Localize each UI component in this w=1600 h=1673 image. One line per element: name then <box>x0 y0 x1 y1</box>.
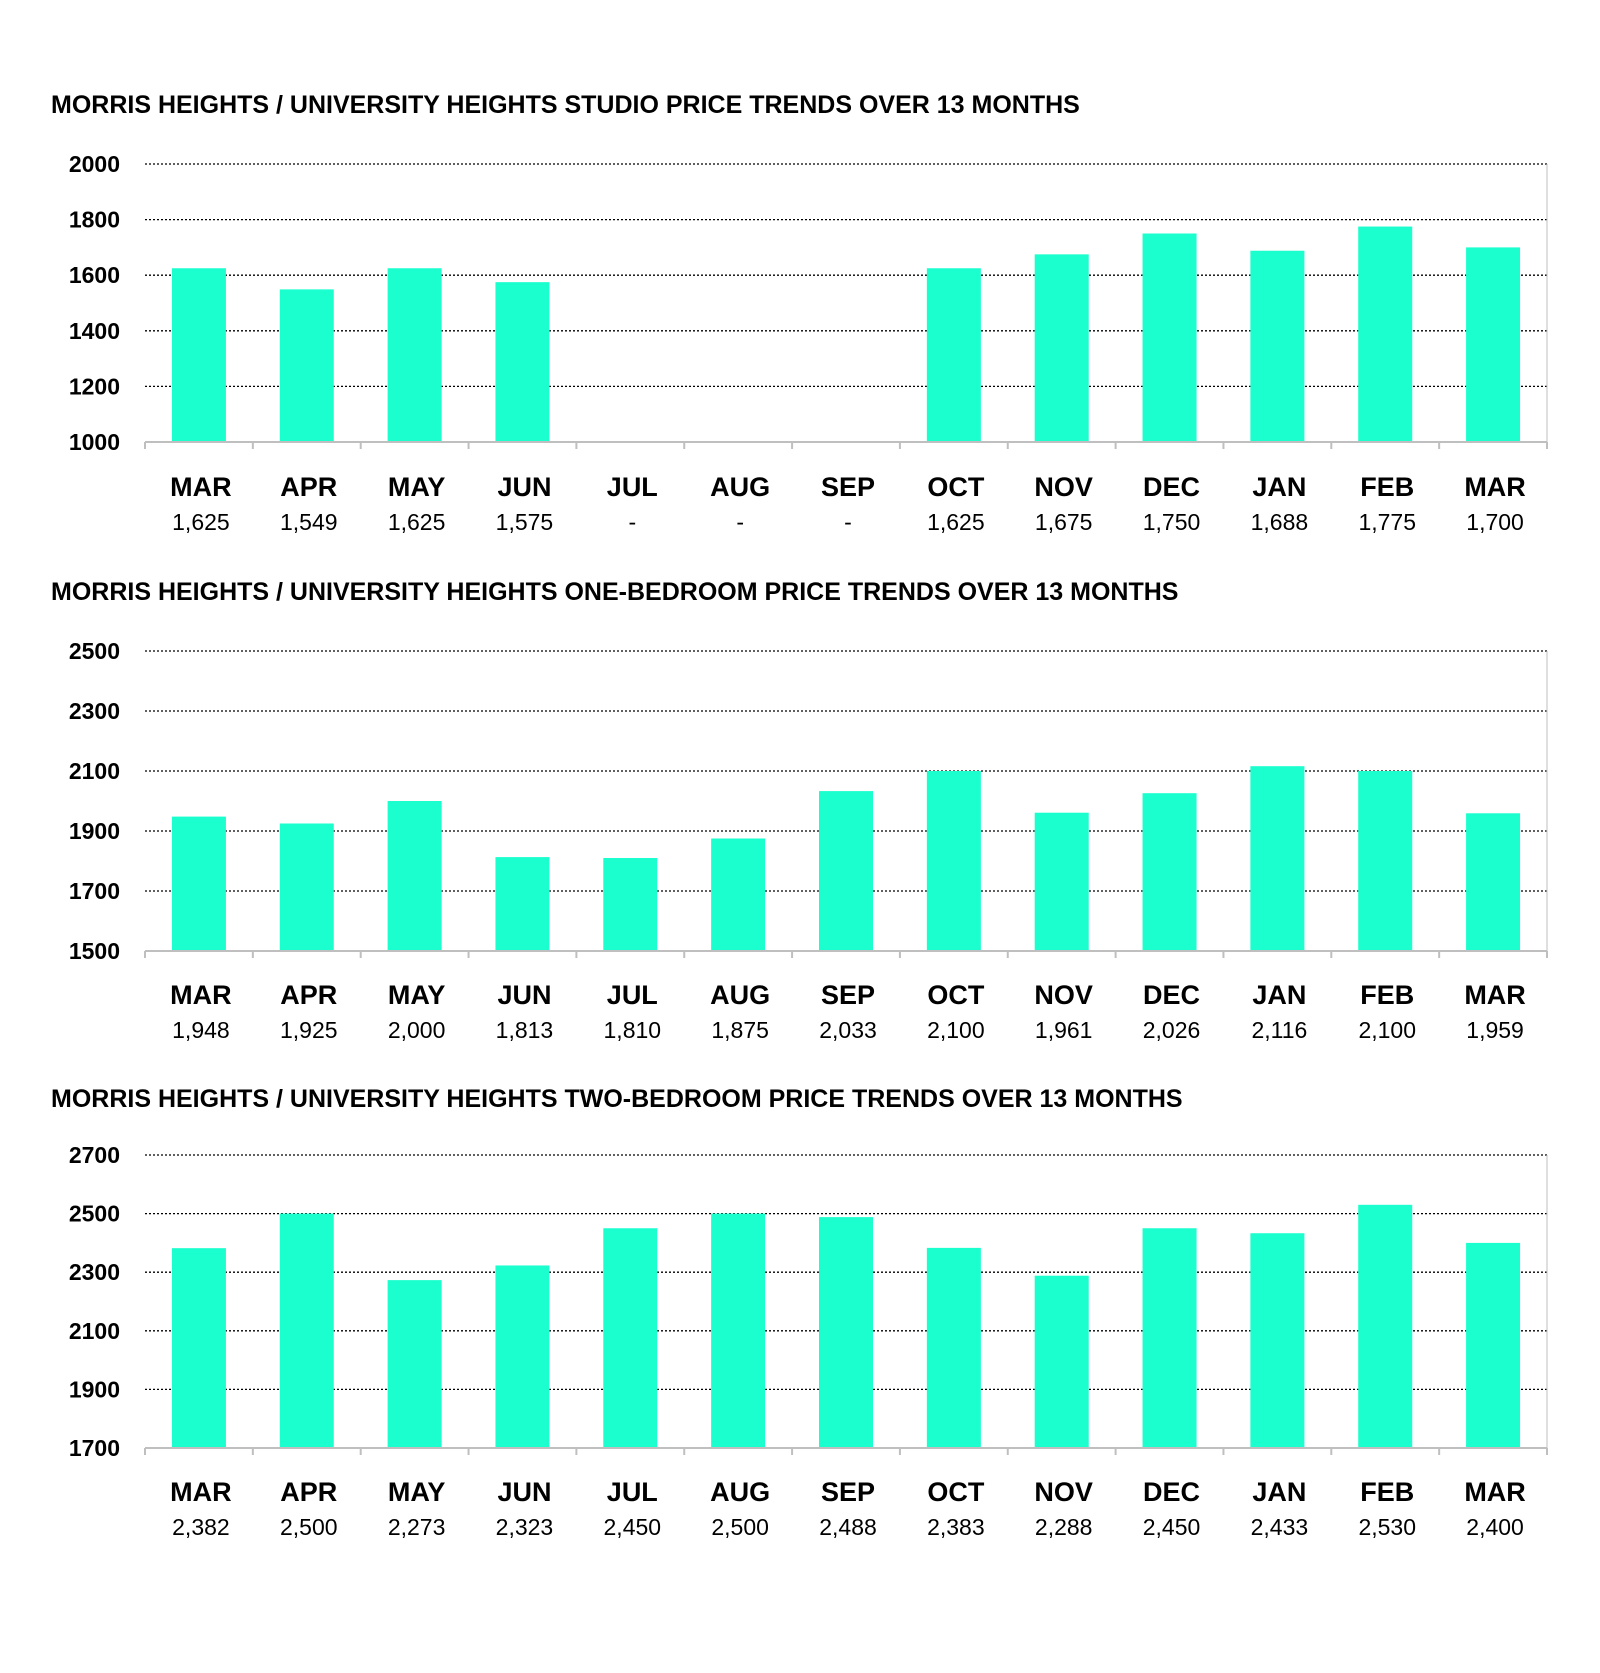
bar <box>388 268 442 442</box>
data-value-label: 2,383 <box>927 1514 985 1540</box>
x-category-label: FEB <box>1360 472 1415 502</box>
data-value-label: 2,400 <box>1466 1514 1524 1540</box>
data-value-label: 2,288 <box>1034 1514 1093 1540</box>
y-tick-label: 2300 <box>68 1259 120 1286</box>
bar <box>1143 793 1197 951</box>
bar <box>1035 813 1089 951</box>
data-value-label: 2,450 <box>603 1514 662 1540</box>
x-category-label: OCT <box>927 1477 985 1507</box>
chart-title: MORRIS HEIGHTS / UNIVERSITY HEIGHTS TWO-BEDROOM PRICE TRENDS OVER 13 MONTHS <box>51 1085 1183 1113</box>
bar <box>280 289 334 442</box>
bar <box>495 1265 549 1448</box>
x-category-label: JUL <box>606 472 658 502</box>
y-tick-label: 1800 <box>68 206 120 233</box>
bar <box>388 801 442 951</box>
x-category-label: DEC <box>1143 472 1201 502</box>
bar <box>603 1228 657 1448</box>
x-category-label: DEC <box>1143 1477 1201 1507</box>
x-category-label: APR <box>280 980 338 1010</box>
data-value-label: - <box>844 509 852 535</box>
data-value-label: 2,382 <box>172 1514 230 1540</box>
bar <box>1358 227 1412 442</box>
chart-2 <box>51 578 1547 1043</box>
data-value-label: 2,000 <box>387 1017 446 1043</box>
bar <box>1466 1243 1520 1448</box>
x-category-label: MAR <box>1464 980 1526 1010</box>
data-value-label: 1,700 <box>1466 509 1524 535</box>
chart-title: MORRIS HEIGHTS / UNIVERSITY HEIGHTS ONE-BEDROOM PRICE TRENDS OVER 13 MONTHS <box>51 578 1179 606</box>
x-category-label: AUG <box>710 1477 771 1507</box>
data-value-label: 2,273 <box>387 1514 446 1540</box>
bar <box>711 839 765 952</box>
bar <box>1143 234 1197 443</box>
bar <box>1250 766 1304 951</box>
data-value-label: 2,433 <box>1250 1514 1309 1540</box>
bar <box>819 1217 873 1448</box>
chart-title: MORRIS HEIGHTS / UNIVERSITY HEIGHTS STUDIO PRICE TRENDS OVER 13 MONTHS <box>51 91 1080 119</box>
x-category-label: MAY <box>387 472 446 502</box>
data-value-label: 1,625 <box>387 509 446 535</box>
bar <box>280 1214 334 1448</box>
data-value-label: 2,100 <box>927 1017 985 1043</box>
data-value-label: 2,026 <box>1142 1017 1201 1043</box>
data-value-label: 2,100 <box>1358 1017 1417 1043</box>
chart-3 <box>51 1085 1547 1540</box>
data-value-label: 1,775 <box>1358 509 1417 535</box>
data-value-label: 1,549 <box>279 509 338 535</box>
y-tick-label: 1900 <box>68 1376 120 1403</box>
data-value-label: 2,500 <box>711 1514 769 1540</box>
x-category-label: SEP <box>820 980 876 1010</box>
x-category-label: FEB <box>1360 980 1415 1010</box>
y-tick-label: 2700 <box>68 1142 120 1168</box>
x-category-label: JUN <box>497 1477 552 1507</box>
data-value-label: 1,875 <box>711 1017 769 1043</box>
data-value-label: 1,625 <box>927 509 985 535</box>
bar <box>603 858 657 951</box>
y-tick-label: 2300 <box>68 698 120 724</box>
x-category-label: FEB <box>1360 1477 1415 1507</box>
data-value-label: 1,925 <box>279 1017 338 1043</box>
x-category-label: MAR <box>170 980 232 1010</box>
data-value-label: 2,116 <box>1251 1017 1308 1043</box>
bar <box>1466 813 1520 951</box>
x-category-label: APR <box>280 472 338 502</box>
bar <box>1358 771 1412 951</box>
bar <box>1143 1228 1197 1448</box>
x-category-label: JAN <box>1252 1477 1307 1507</box>
data-value-label: - <box>628 509 637 535</box>
bar <box>1035 1276 1089 1448</box>
bar <box>388 1280 442 1448</box>
y-tick-label: 1700 <box>68 1435 120 1461</box>
x-category-label: NOV <box>1034 980 1093 1010</box>
data-value-label: 1,625 <box>172 509 230 535</box>
x-category-label: SEP <box>820 1477 876 1507</box>
data-value-label: 2,450 <box>1142 1514 1201 1540</box>
x-category-label: SEP <box>820 472 876 502</box>
y-tick-label: 2100 <box>68 1317 120 1344</box>
bar <box>927 1248 981 1448</box>
bar <box>927 268 981 442</box>
data-value-label: 2,033 <box>819 1017 877 1043</box>
data-value-label: 1,961 <box>1034 1017 1093 1043</box>
bar <box>1250 1233 1304 1448</box>
data-value-label: 2,500 <box>279 1514 338 1540</box>
y-tick-label: 1700 <box>68 878 120 904</box>
x-category-label: NOV <box>1034 472 1093 502</box>
x-category-label: JUN <box>497 980 552 1010</box>
bar <box>1358 1205 1412 1448</box>
x-category-label: JUN <box>497 472 552 502</box>
x-category-label: MAY <box>387 1477 446 1507</box>
y-tick-label: 1500 <box>68 938 120 964</box>
bar <box>495 857 549 951</box>
x-category-label: JAN <box>1252 980 1307 1010</box>
y-tick-label: 1200 <box>68 373 120 400</box>
x-category-label: MAR <box>1464 472 1526 502</box>
y-tick-label: 1400 <box>68 317 120 344</box>
x-category-label: OCT <box>927 472 985 502</box>
data-value-label: - <box>736 509 744 535</box>
x-category-label: AUG <box>710 472 771 502</box>
bar <box>819 791 873 951</box>
y-tick-label: 1600 <box>68 262 120 289</box>
y-tick-label: 2500 <box>68 638 120 664</box>
y-tick-label: 1900 <box>68 818 120 844</box>
y-tick-label: 2500 <box>68 1200 120 1227</box>
data-value-label: 1,959 <box>1466 1017 1524 1043</box>
x-category-label: MAR <box>170 472 232 502</box>
bar <box>1466 247 1520 442</box>
bar <box>1250 251 1304 442</box>
y-tick-label: 1000 <box>68 429 120 455</box>
data-value-label: 1,675 <box>1034 509 1093 535</box>
x-category-label: AUG <box>710 980 771 1010</box>
chart-1 <box>51 91 1547 535</box>
bar <box>711 1214 765 1448</box>
bar <box>495 282 549 442</box>
data-value-label: 1,575 <box>495 509 554 535</box>
data-value-label: 1,750 <box>1142 509 1201 535</box>
data-value-label: 2,323 <box>495 1514 554 1540</box>
x-category-label: OCT <box>927 980 985 1010</box>
bar <box>172 1248 226 1448</box>
x-category-label: NOV <box>1034 1477 1093 1507</box>
bar <box>1035 254 1089 442</box>
data-value-label: 1,948 <box>172 1017 230 1043</box>
data-value-label: 2,530 <box>1358 1514 1417 1540</box>
bar <box>280 824 334 952</box>
x-category-label: JUL <box>606 1477 658 1507</box>
x-category-label: JAN <box>1252 472 1307 502</box>
y-tick-label: 2000 <box>68 151 120 177</box>
data-value-label: 2,488 <box>819 1514 877 1540</box>
x-category-label: APR <box>280 1477 338 1507</box>
bar <box>927 771 981 951</box>
x-category-label: MAY <box>387 980 446 1010</box>
x-category-label: JUL <box>606 980 658 1010</box>
y-tick-label: 2100 <box>68 758 120 784</box>
x-category-label: MAR <box>170 1477 232 1507</box>
data-value-label: 1,813 <box>495 1017 554 1043</box>
x-category-label: MAR <box>1464 1477 1526 1507</box>
bar <box>172 268 226 442</box>
data-value-label: 1,810 <box>603 1017 662 1043</box>
x-category-label: DEC <box>1143 980 1201 1010</box>
bar <box>172 817 226 951</box>
data-value-label: 1,688 <box>1250 509 1309 535</box>
